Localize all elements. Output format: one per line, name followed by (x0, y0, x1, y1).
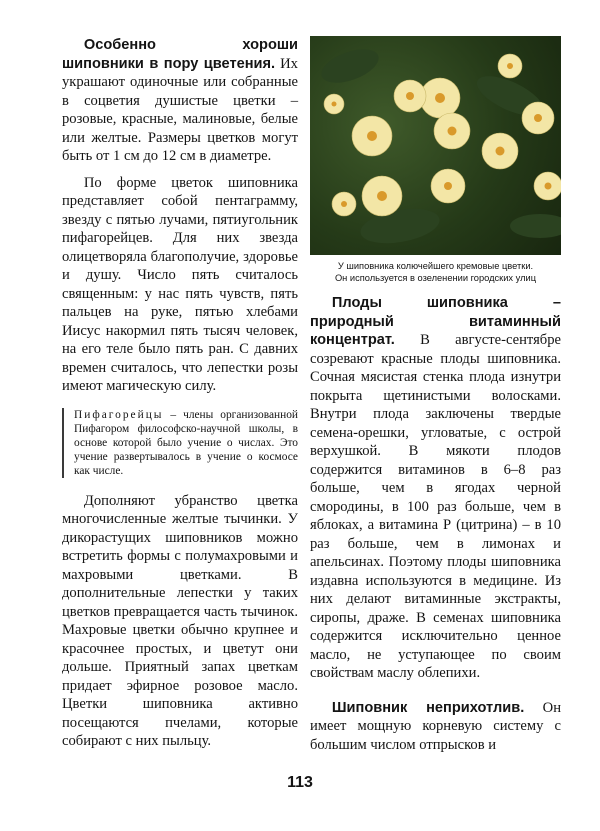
flowers-illustration (310, 36, 561, 255)
lead-flowering: Особенно хороши шиповники в пору цветения. (62, 37, 298, 72)
right-column (310, 36, 561, 754)
page-number: 113 (287, 774, 313, 791)
lead-vitamins: Плоды шиповника – природный витаминный концентрат. (310, 295, 561, 348)
rosehip-photo (310, 36, 561, 255)
paragraph-stamens: Дополняют убранство цветка многочисленные желтые тычинки. У дикорастущих шиповников можно встретить формы с полумахровыми и махровыми цветками. В дополнительные лепестки у таких цветков превращается часть тычинок. Махровые цветки обычно крупнее и красочнее простых, и цветут они дольше. Приятный запах цветкам придает эфирное розовое масло. Цветки шиповника активно посещаются пчелами, которые собирают с них пыльцу. (62, 492, 298, 749)
note-term: Пифагорейцы (74, 408, 164, 421)
paragraph-pentagram: По форме цветок шиповника представляет собой пентаграмму, звезду с пятью лучами, пятиугольник пифагорейцев. Для них звезда олицетворяла благополучие, здоровье и душу. Число пять считалось священным: у нас пять чувств, пять пальцев на руке, пятью хлебами Иисус накормил пять тысяч человек, на его теле было пять ран. С давних времен считалось, что лепестки розы имеют магическую силу. (62, 174, 298, 394)
paragraph-flowering (62, 36, 298, 166)
note-text: – члены организованной Пифагором философско-научной школы, в основе которой было учение о числах. Это учение развертывалось в учение о космосе как числе. (74, 408, 298, 477)
left-column (62, 36, 298, 751)
text-vitamins: В августе-сентябре созревают красные плоды шиповника. Сочная мясистая стенка плода изнутри покрыта щетинистыми волосками. Внутри плода заключены твердые семена-орешки, угловатые, с острой верхушкой. В мякоти плодов содержится витаминов в 6–8 раз больше, чем в ягодах черной смородины, в 100 раз больше, чем в яблоках, а витамина Р (цитрина) – в 10 раз больше, чем в лимонах и апельсинах. Поэтому плоды шиповника издавна используются в медицине. Из них делают витаминные экстракты, сиропы, драже. В семенах шиповника содержится исключительно ценное масло, не уступающее по своим свойствам маслу облепихи. (310, 332, 561, 681)
text-flowering: Их украшают одиночные или собранные в соцветия душистые цветки – розовые, красные, малиновые, белые или желтые. Размеры цветков могут быть от 1 см до 12 см в диаметре. (62, 55, 298, 164)
text-hardy: Он имеет мощную корневую систему с большим числом отпрысков и (310, 699, 561, 753)
caption-line-1: У шиповника колючейшего кремовые цветки. (337, 261, 534, 271)
lead-hardy: Шиповник неприхотлив. (331, 699, 525, 716)
caption-line-2: Он используется в озеленении городских улиц (334, 272, 537, 283)
sidebar-note (62, 408, 298, 478)
paragraph-hardy (310, 699, 561, 755)
photo-caption (310, 261, 561, 284)
paragraph-vitamins (310, 294, 561, 683)
